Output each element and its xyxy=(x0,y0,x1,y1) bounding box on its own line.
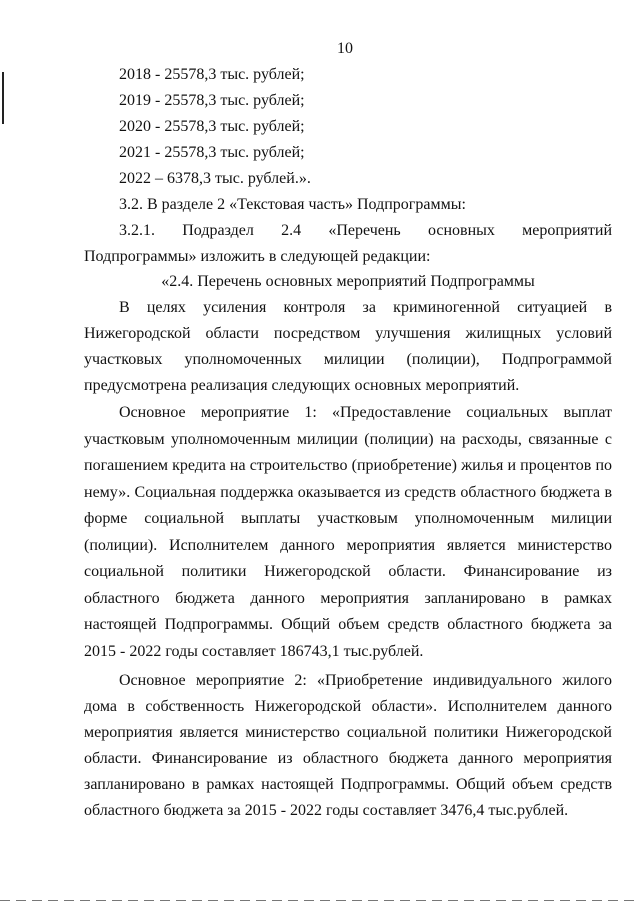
budget-line-2021: 2021 - 25578,3 тыс. рублей; xyxy=(119,144,305,161)
budget-by-year-list xyxy=(119,62,311,192)
budget-line-2022: 2022 – 6378,3 тыс. рублей.». xyxy=(119,170,311,187)
binding-margin-mark xyxy=(2,72,4,124)
budget-line-2019: 2019 - 25578,3 тыс. рублей; xyxy=(119,92,305,109)
measure-1-paragraph: Основное мероприятие 1: «Предоставление социальных выплат участковым уполномоченным милиции (полиции) на расходы, связанные с погашением кредита на строительство (приобретение) жилья и процентов по нему». Социальная поддержка оказывается из средств областного бюджета в форме социальной выплаты участковым уполномоченным милиции (полиции). Исполнителем данного мероприятия является министерство социальной политики Нижегородской области. Финансирование из областного бюджета данного мероприятия запланировано в рамках настоящей Подпрограммы. Общий объем средств областного бюджета за 2015 - 2022 годы составляет 186743,1 тыс.рублей. xyxy=(84,404,612,660)
intro-paragraph: В целях усиления контроля за криминогенной ситуацией в Нижегородской области посредством улучшения жилищных условий участковых уполномоченных милиции (полиции), Подпрограммой предусмотрена реализация следующих основных мероприятий. xyxy=(84,299,612,394)
budget-line-2018: 2018 - 25578,3 тыс. рублей; xyxy=(119,66,305,83)
section-3-2-1-paragraph: 3.2.1. Подраздел 2.4 «Перечень основных мероприятий Подпрограммы» изложить в следующей редакции: xyxy=(84,222,612,265)
page-number: 10 xyxy=(337,40,353,57)
budget-line-2020: 2020 - 25578,3 тыс. рублей; xyxy=(119,118,305,135)
measure-2-paragraph: Основное мероприятие 2: «Приобретение индивидуального жилого дома в собственность Нижегородской области». Исполнителем данного мероприятия является министерство социальной политики Нижегородской области. Финансирование из областного бюджета данного мероприятия запланировано в рамках настоящей Подпрограммы. Общий объем средств областного бюджета за 2015 - 2022 годы составляет 3476,4 тыс.рублей. xyxy=(84,672,612,819)
subsection-heading: «2.4. Перечень основных мероприятий Подпрограммы xyxy=(161,273,535,290)
section-3-2-paragraph: 3.2. В разделе 2 «Текстовая часть» Подпрограммы: xyxy=(119,196,466,213)
scan-footer-line xyxy=(0,900,640,901)
